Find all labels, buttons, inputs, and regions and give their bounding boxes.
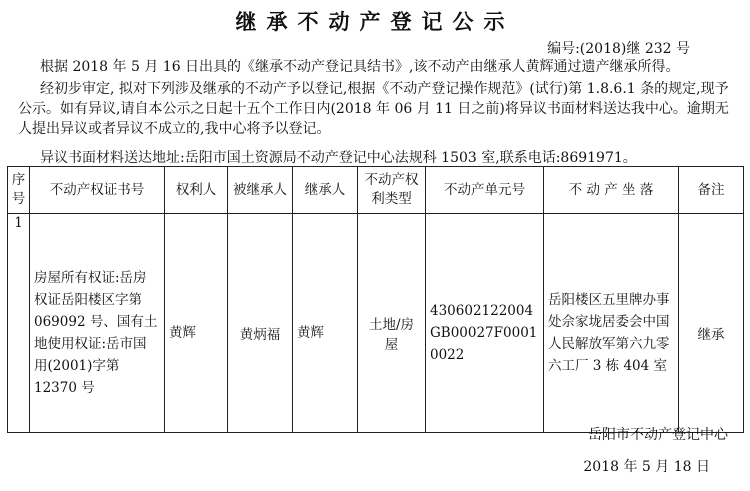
objection-address: 异议书面材料送达地址:岳阳市国土资源局不动产登记中心法规科 1503 室,联系电话:8691971。 <box>40 150 637 166</box>
cell-owner: 黄辉 <box>165 234 228 433</box>
cell-location: 岳阳楼区五里牌办事处佘家垅居委会中国人民解放军第六九零六工厂 3 栋 404 室 <box>544 234 679 433</box>
table-row-seq <box>8 214 744 235</box>
table-header-row <box>8 167 744 214</box>
cell-cert: 房屋所有权证:岳房权证岳阳楼区字第 069092 号、国有土地使用权证:岳市国用(2001)字第 12370 号 <box>30 234 165 433</box>
cell-unit-number: 430602122004GB00027F00010022 <box>426 234 544 433</box>
page-title: 继承不动产登记公示 <box>235 9 515 34</box>
header-decedent: 被继承人 <box>228 167 293 214</box>
table-row <box>8 234 744 433</box>
header-remark: 备注 <box>679 167 744 214</box>
header-seq: 序号 <box>8 167 30 214</box>
issuing-organization: 岳阳市不动产登记中心 <box>588 427 728 443</box>
property-table <box>7 166 744 433</box>
cell-remark: 继承 <box>679 234 744 433</box>
cell-right-type: 土地/房屋 <box>358 234 426 433</box>
cell-decedent: 黄炳福 <box>228 234 293 433</box>
header-heir: 继承人 <box>293 167 358 214</box>
header-location: 不 动 产 坐 落 <box>544 167 679 214</box>
paragraph-notice: 经初步审定, 拟对下列涉及继承的不动产予以登记,根据《不动产登记操作规范》(试行)第 1.8.6.1 条的规定,现予公示。如有异议,请自本公示之日起十五个工作日内(2018 年 06 月 11 日之前)将异议书面材料送达我中心。逾期无人提出异议或者异议不成立的,我中心将予以登记。 <box>18 81 729 137</box>
header-right-type: 不动产权利类型 <box>358 167 426 214</box>
issue-date: 2018 年 5 月 18 日 <box>583 459 710 475</box>
cell-heir: 黄辉 <box>293 234 358 433</box>
header-cert: 不动产权证书号 <box>30 167 165 214</box>
document-number: 编号:(2018)继 232 号 <box>547 41 690 57</box>
paragraph-basis: 根据 2018 年 5 月 16 日出具的《继承不动产登记具结书》,该不动产由继承人黄辉通过遗产继承所得。 <box>40 59 680 75</box>
cell-seq: 1 <box>8 214 30 433</box>
header-owner: 权利人 <box>165 167 228 214</box>
header-unit-number: 不动产单元号 <box>426 167 544 214</box>
